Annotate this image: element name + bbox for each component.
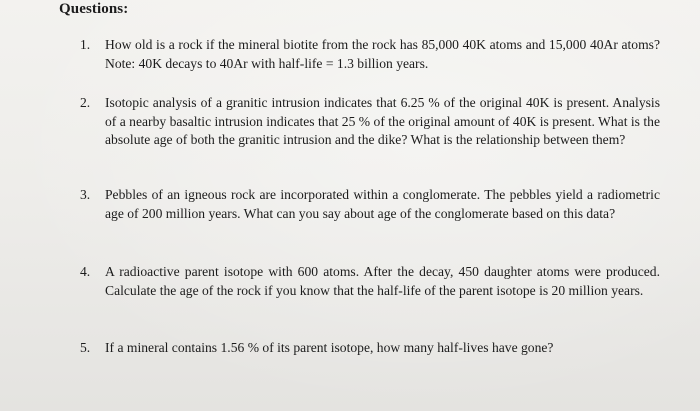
question-1	[80, 36, 660, 73]
question-5	[80, 339, 660, 358]
question-number: 1.	[80, 37, 91, 52]
question-number: 5.	[80, 340, 91, 355]
questions-heading: Questions:	[59, 1, 129, 17]
question-number: 4.	[80, 264, 91, 279]
question-2	[80, 94, 660, 150]
question-3	[80, 186, 660, 223]
question-text: A radioactive parent isotope with 600 atoms. After the decay, 450 daughter atoms were produced. Calculate the age of the rock if you know that the half-life of the parent isotope is 20 million years.	[105, 264, 660, 298]
question-text: If a mineral contains 1.56 % of its parent isotope, how many half-lives have gone?	[105, 340, 554, 355]
question-text: How old is a rock if the mineral biotite from the rock has 85,000 40K atoms and 15,000 40Ar atoms? Note: 40K decays to 40Ar with half-life = 1.3 billion years.	[105, 37, 660, 71]
question-number: 2.	[80, 95, 91, 110]
question-4	[80, 263, 660, 300]
question-number: 3.	[80, 187, 91, 202]
question-text: Pebbles of an igneous rock are incorporated within a conglomerate. The pebbles yield a radiometric age of 200 million years. What can you say about age of the conglomerate based on this data?	[105, 187, 660, 221]
question-text: Isotopic analysis of a granitic intrusion indicates that 6.25 % of the original 40K is present. Analysis of a nearby basaltic intrusion indicates that 25 % of the original amount of 40K is present. What is the absolute age of both the granitic intrusion and the dike? What is the relationship between them?	[105, 95, 660, 147]
